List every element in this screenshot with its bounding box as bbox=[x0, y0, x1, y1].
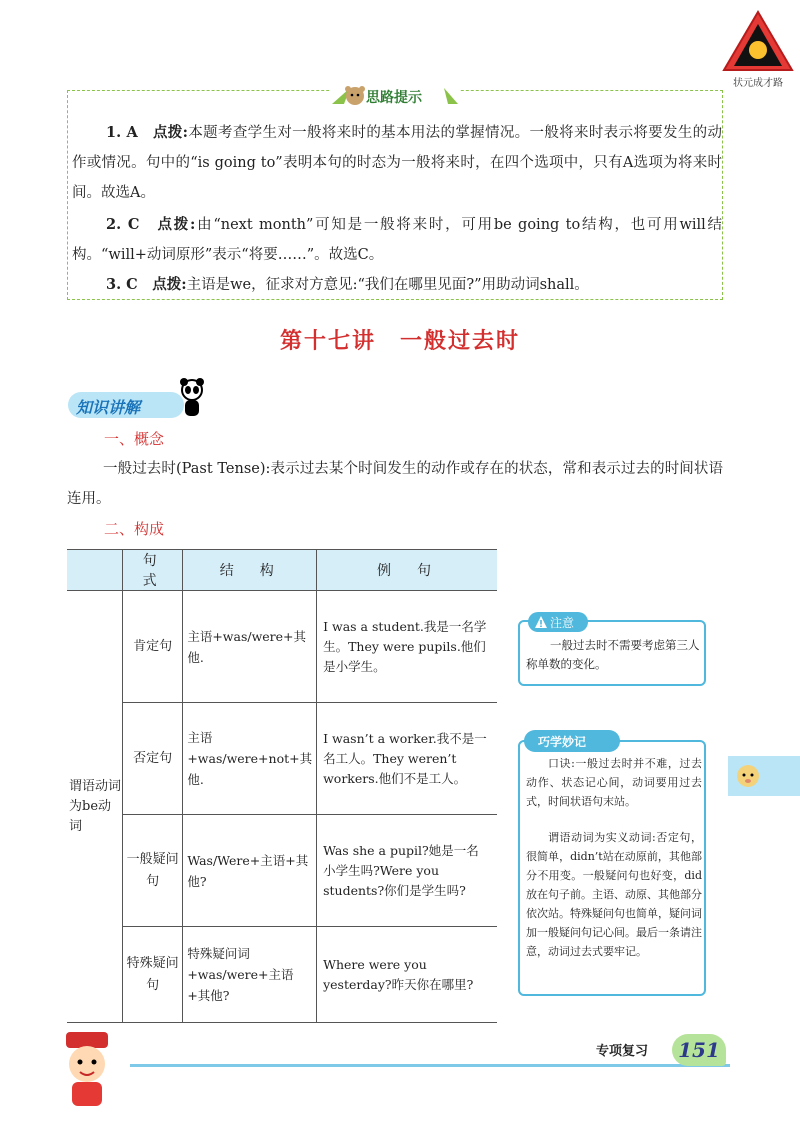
sheep-icon bbox=[734, 760, 762, 792]
panda-mascot-icon bbox=[176, 378, 208, 420]
student-mascot-icon bbox=[52, 1030, 122, 1110]
section-heading-structure: 二、构成 bbox=[104, 520, 165, 538]
table-row bbox=[67, 815, 497, 927]
side-tab bbox=[728, 756, 800, 796]
logo-brand-text: 状元成才路 bbox=[733, 78, 783, 89]
section-concept-text: 一般过去时(Past Tense):表示过去某个时间发生的动作或存在的状态，常和表示过去的时间状语连用。 bbox=[67, 461, 723, 507]
hint-item-text: 由“next month”可知是一般将来时，可用be going to结构，也可用will结构。“will+动词原形”表示“将要……”。故选C。 bbox=[72, 217, 723, 263]
leaf-icon bbox=[442, 86, 460, 106]
hint-item-3 bbox=[72, 270, 722, 300]
hint-title: 思路提示 bbox=[366, 90, 422, 106]
table-row bbox=[67, 703, 497, 815]
page-number: 151 bbox=[678, 1038, 720, 1062]
structure-cell: 主语+was/were+其他. bbox=[183, 591, 317, 703]
lecture-title: 第十七讲 一般过去时 bbox=[279, 329, 520, 354]
knowledge-badge bbox=[58, 378, 208, 422]
sentence-type-cell: 一般疑问句 bbox=[123, 815, 183, 927]
hint-item-text: 主语是we，征求对方意见:“我们在哪里见面?”用助动词shall。 bbox=[186, 277, 589, 293]
knowledge-badge-label: 知识讲解 bbox=[76, 398, 141, 417]
hint-item-text: 本题考查学生对一般将来时的基本用法的掌握情况。一般将来时表示将要发生的动作或情况。句中的“is going to”表明本句的时态为一般将来时，在四个选项中，只有A选项为将来时间。故选A。 bbox=[72, 125, 723, 201]
hint-item-label: 点拨: bbox=[152, 276, 187, 293]
main-label-cell: 谓语动词为be动词 bbox=[67, 591, 123, 1023]
example-cell: I was a student.我是一名学生。They were pupils.他们是小学生。 bbox=[317, 591, 497, 703]
publisher-logo bbox=[722, 10, 794, 88]
hint-item-number: 1. A bbox=[106, 124, 138, 141]
table-row bbox=[67, 591, 497, 703]
memory-tip-paragraph: 谓语动词为实义动词:否定句，很简单，didn’t站在动原前，其他部分不用变。一般疑问句也好变，did放在句子前。主语、动原、其他部分依次站。特殊疑问句也简单，疑问词加一般疑问句记心间。最后一条请注意，动词过去式要牢记。 bbox=[526, 831, 702, 958]
memory-tip-tag bbox=[524, 730, 620, 752]
table-header-cell: 句 式 bbox=[123, 550, 183, 591]
sentence-type-cell: 特殊疑问句 bbox=[123, 927, 183, 1023]
structure-table bbox=[67, 549, 497, 1023]
structure-cell: Was/Were+主语+其他? bbox=[183, 815, 317, 927]
note-tag bbox=[528, 612, 588, 632]
hint-item-1 bbox=[72, 118, 722, 208]
sentence-type-cell: 肯定句 bbox=[123, 591, 183, 703]
example-cell: Was she a pupil?她是一名小学生吗?Were you students?你们是学生吗? bbox=[317, 815, 497, 927]
hint-item-number: 2. C bbox=[106, 216, 140, 233]
bear-icon bbox=[344, 84, 366, 108]
hint-item-label: 点拨: bbox=[157, 216, 196, 233]
structure-cell: 特殊疑问词+was/were+主语+其他? bbox=[183, 927, 317, 1023]
table-header-cell: 结 构 bbox=[183, 550, 317, 591]
warning-icon bbox=[534, 615, 548, 629]
footer-section-label: 专项复习 bbox=[596, 1044, 649, 1059]
table-row bbox=[67, 927, 497, 1023]
sentence-type-cell: 否定句 bbox=[123, 703, 183, 815]
memory-tip-paragraph: 口诀:一般过去时并不难，过去动作、状态记心间，动词要用过去式，时间状语句末站。 bbox=[526, 757, 702, 808]
note-tag-label: 注意 bbox=[550, 616, 575, 630]
footer-line bbox=[130, 1064, 730, 1067]
table-header-cell bbox=[67, 550, 123, 591]
memory-tip-tag-label: 巧学妙记 bbox=[538, 735, 587, 749]
hint-item-label: 点拨: bbox=[152, 124, 188, 141]
example-cell: Where were you yesterday?昨天你在哪里? bbox=[317, 927, 497, 1023]
table-header-row bbox=[67, 550, 497, 591]
example-cell: I wasn’t a worker.我不是一名工人。They weren’t workers.他们不是工人。 bbox=[317, 703, 497, 815]
hint-title-banner bbox=[330, 84, 460, 108]
note-text: 一般过去时不需要考虑第三人称单数的变化。 bbox=[526, 638, 700, 671]
hint-item-2 bbox=[72, 210, 722, 270]
structure-cell: 主语+was/were+not+其他. bbox=[183, 703, 317, 815]
table-header-cell: 例 句 bbox=[317, 550, 497, 591]
section-heading-concept: 一、概念 bbox=[104, 430, 165, 448]
hint-item-number: 3. C bbox=[106, 276, 138, 293]
